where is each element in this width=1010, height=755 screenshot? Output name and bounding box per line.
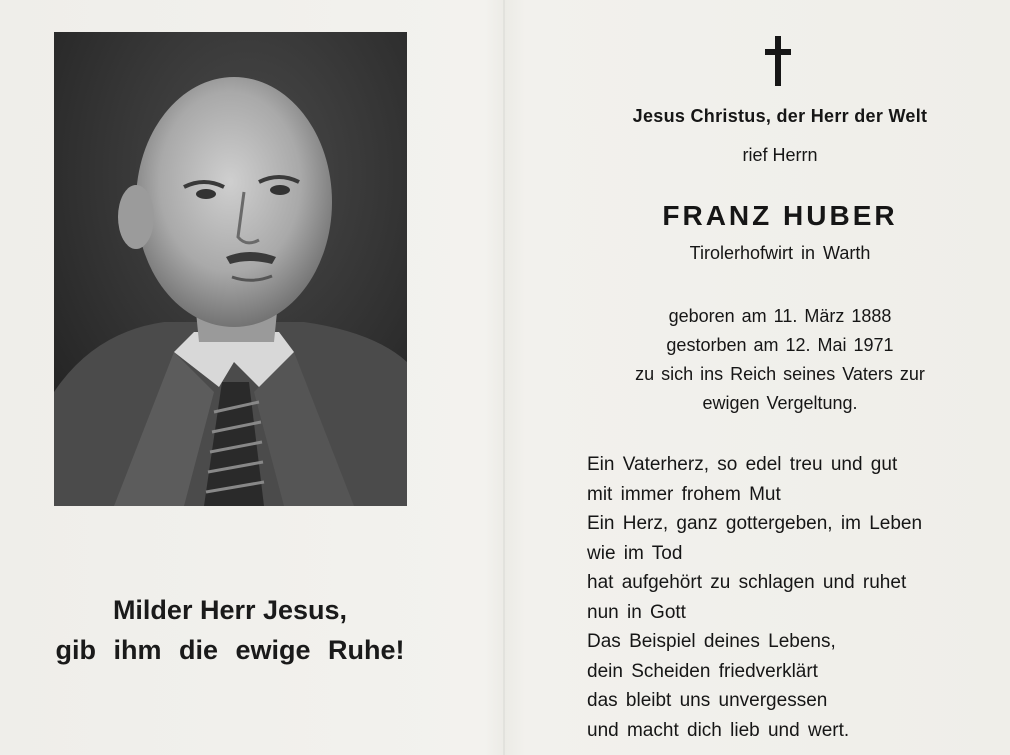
prayer-text bbox=[0, 590, 460, 670]
poem-line: mit immer frohem Mut bbox=[587, 483, 781, 505]
poem-line: das bleibt uns unvergessen bbox=[587, 690, 828, 711]
death-date: gestorben am 12. Mai 1971 bbox=[666, 335, 894, 355]
poem-line: hat aufgehört zu schlagen und ruhet bbox=[587, 572, 907, 593]
dates-line-3: zu sich ins Reich seines Vaters zur bbox=[635, 364, 925, 384]
prayer-line-1: Milder Herr Jesus, bbox=[112, 595, 348, 625]
card-fold bbox=[503, 0, 505, 755]
poem-line: und macht dich lieb und wert. bbox=[587, 719, 850, 741]
poem-line: Ein Herz, ganz gottergeben, im Leben bbox=[587, 513, 923, 534]
prayer-line-2: gib ihm die ewige Ruhe! bbox=[55, 635, 405, 665]
latin-cross-icon bbox=[763, 36, 793, 93]
poem-line: wie im Tod bbox=[587, 542, 683, 564]
poem-line: Das Beispiel deines Lebens, bbox=[587, 631, 836, 652]
dates-line-4: ewigen Vergeltung. bbox=[702, 393, 858, 413]
poem-line: dein Scheiden friedverklärt bbox=[587, 660, 818, 682]
poem bbox=[587, 450, 922, 745]
poem-line: Ein Vaterherz, so edel treu und gut bbox=[587, 454, 898, 475]
deceased-name: FRANZ HUBER bbox=[662, 200, 898, 231]
called-text: rief Herrn bbox=[742, 145, 818, 165]
dates-block bbox=[560, 302, 1000, 418]
occupation-text: Tirolerhofwirt in Warth bbox=[689, 243, 871, 263]
heading-text: Jesus Christus, der Herr der Welt bbox=[632, 106, 928, 126]
birth-date: geboren am 11. März 1888 bbox=[668, 306, 892, 326]
portrait-photo bbox=[54, 32, 407, 506]
poem-line: nun in Gott bbox=[587, 601, 686, 623]
